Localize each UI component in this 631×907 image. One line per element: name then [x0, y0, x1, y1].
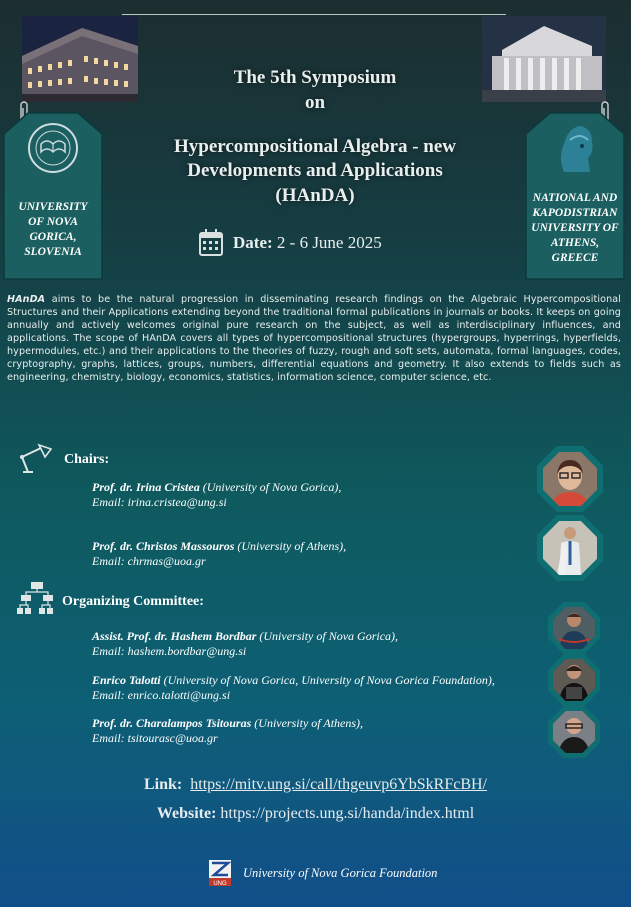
- chair-photo-1: [537, 446, 603, 512]
- date-row: [233, 233, 382, 253]
- person-affiliation: (University of Nova Gorica),: [256, 629, 399, 643]
- person-name: Enrico Talotti: [92, 673, 161, 687]
- person-affiliation: (University of Athens),: [251, 716, 364, 730]
- ung-logo-text: UNG: [213, 881, 227, 886]
- desk-lamp-icon: [17, 443, 53, 475]
- title-line2: on: [304, 92, 326, 113]
- person-affiliation: (University of Nova Gorica, University of Nova Gorica Foundation),: [160, 673, 495, 687]
- person-email: Email: hashem.bordbar@ung.si: [92, 644, 247, 658]
- committee-person-1: [92, 629, 398, 659]
- person-name: Prof. dr. Irina Cristea: [92, 480, 200, 494]
- chair-photo-2: [537, 515, 603, 581]
- title-line3: Hypercompositional Algebra - new: [173, 136, 456, 157]
- person-email: Email: enrico.talotti@ung.si: [92, 688, 231, 702]
- committee-label: Organizing Committee:: [62, 594, 204, 609]
- left-tag-line3: GORICA,: [29, 231, 77, 243]
- right-tag-line4: ATHENS,: [550, 237, 600, 249]
- person-name: Prof. dr. Christos Massouros: [92, 539, 235, 553]
- title-line1: The 5th Symposium: [233, 67, 397, 88]
- link-label: Link:: [144, 776, 183, 793]
- left-building-photo: [22, 16, 138, 102]
- title-line5: (HAnDA): [275, 185, 355, 206]
- calendar-icon: [199, 229, 223, 256]
- athena-emblem-icon: [552, 118, 598, 178]
- person-name: Prof. dr. Charalampos Tsitouras: [92, 716, 252, 730]
- abstract-text: aims to be the natural progression in disseminating research findings on the Algebraic Hypercompositional Structures and their Applications extending beyond the traditional formal publications in journals or books. It keeps on going annually and actively welcomes original pure research on the subject, as well as interdisciplinary influences, and applications. The scope of HAnDA covers all types of hypercompositional structures (hypergroups, hyperrings, hyperfields, hypermodules, etc.) and their applications to the theories of fuzzy, rough and soft sets, automata, formal languages, codes, cryptography, graphs, lattices, groups, numbers, differential equations and geometry. It also extends to fields such as engineering, chemistry, biology, economics, statistics, information science, computer science, etc.: [7, 294, 621, 383]
- website-row: [0, 805, 631, 823]
- abstract-paragraph: [7, 293, 621, 384]
- date-value: 2 - 6 June 2025: [276, 233, 382, 252]
- committee-photo-3: [548, 706, 600, 758]
- person-affiliation: (University of Athens),: [234, 539, 347, 553]
- person-affiliation: (University of Nova Gorica),: [199, 480, 342, 494]
- ung-seal-icon: [27, 122, 79, 174]
- person-email: Email: irina.cristea@ung.si: [92, 495, 227, 509]
- org-chart-icon: [17, 582, 57, 616]
- right-tag-line5: GREECE: [551, 252, 599, 264]
- left-tag-line4: SLOVENIA: [24, 246, 82, 258]
- chair-person-1: [92, 480, 341, 510]
- top-divider: [122, 14, 506, 15]
- right-tag-line1: NATIONAL AND: [532, 192, 618, 204]
- person-email: Email: tsitourasc@uoa.gr: [92, 731, 218, 745]
- chair-person-2: [92, 539, 346, 569]
- date-label: Date:: [233, 233, 273, 252]
- committee-person-3: [92, 716, 363, 746]
- left-tag-line1: UNIVERSITY: [18, 201, 88, 213]
- committee-photo-1: [548, 602, 600, 654]
- website-label: Website:: [156, 805, 217, 822]
- link-row: [0, 776, 631, 794]
- person-name: Assist. Prof. dr. Hashem Bordbar: [92, 629, 257, 643]
- footer-text: University of Nova Gorica Foundation: [243, 866, 438, 880]
- committee-person-2: [92, 673, 495, 703]
- abstract-lead: HAnDA: [7, 294, 46, 305]
- title-line4: Developments and Applications: [187, 160, 443, 181]
- right-building-photo: [482, 16, 606, 102]
- chairs-label: Chairs:: [64, 452, 110, 467]
- right-tag-line3: UNIVERSITY OF: [531, 222, 619, 234]
- person-email: Email: chrmas@uoa.gr: [92, 554, 206, 568]
- website-url[interactable]: https://projects.ung.si/handa/index.html: [220, 805, 475, 822]
- link-url[interactable]: https://mitv.ung.si/call/thgeuvp6YbSkRFcBH/: [190, 776, 487, 793]
- right-tag-line2: KAPODISTRIAN: [532, 207, 618, 219]
- committee-photo-2: [548, 654, 600, 706]
- left-tag-line2: OF NOVA: [28, 216, 78, 228]
- ung-foundation-logo: [209, 860, 231, 886]
